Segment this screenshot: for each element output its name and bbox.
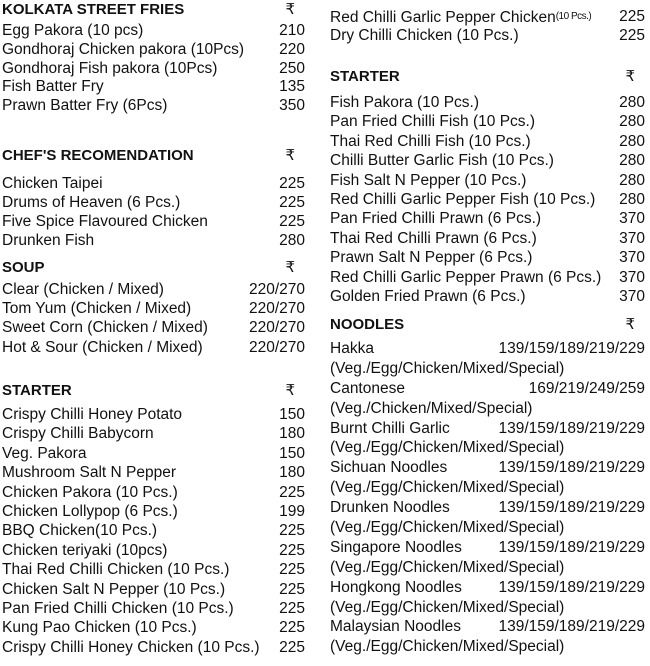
menu-item [2, 599, 305, 618]
item-price: 139/159/189/219/229 [498, 419, 645, 437]
menu-item [330, 617, 645, 637]
menu-item [2, 444, 305, 463]
item-name: Pan Fried Chilli Prawn (6 Pcs.) [330, 210, 542, 228]
item-variants: (Veg./Egg/Chicken/Mixed/Special) [330, 598, 565, 616]
item-name: Crispy Chilli Babycorn [2, 425, 154, 443]
section-continued [330, 7, 645, 46]
menu-item [2, 424, 305, 443]
item-name: Dry Chilli Chicken (10 Pcs.) [330, 27, 519, 45]
menu-item [330, 248, 645, 267]
item-price: 225 [279, 541, 305, 559]
item-price: 225 [619, 27, 645, 45]
item-price: 220/270 [248, 338, 305, 356]
item-price: 370 [619, 249, 645, 267]
section-noodles [330, 315, 645, 657]
item-price: 135 [279, 78, 305, 96]
item-name: Sichuan Noodles [330, 459, 448, 477]
section-title: SOUP [2, 259, 45, 276]
item-price: 225 [279, 580, 305, 598]
item-name: BBQ Chicken(10 Pcs.) [2, 522, 158, 540]
menu-item [330, 112, 645, 131]
item-price: 150 [279, 444, 305, 462]
item-price: 225 [279, 213, 305, 230]
item-name: Thai Red Chilli Prawn (6 Pcs.) [330, 229, 537, 247]
menu-item [330, 93, 645, 112]
item-name: Tom Yum (Chicken / Mixed) [2, 300, 192, 318]
menu-item [330, 26, 645, 45]
item-name: Cantonese [330, 379, 405, 397]
item-price: 280 [619, 190, 645, 208]
item-price: 220/270 [248, 300, 305, 318]
item-price: 225 [279, 619, 305, 637]
menu-item [330, 268, 645, 287]
rupee-icon: ₹ [625, 316, 635, 333]
menu-item [330, 458, 645, 478]
item-price: 139/159/189/219/229 [498, 459, 645, 477]
section-chefs-recommendation [2, 146, 305, 250]
item-name: Hot & Sour (Chicken / Mixed) [2, 338, 203, 356]
item-price: 225 [619, 8, 645, 25]
item-price: 150 [279, 406, 305, 423]
item-name: Fish Pakora (10 Pcs.) [330, 94, 480, 111]
item-name: Veg. Pakora [2, 444, 87, 462]
item-price: 169/219/249/259 [528, 379, 645, 397]
item-name: Golden Fried Prawn (6 Pcs.) [330, 287, 526, 305]
item-name: Hongkong Noodles [330, 578, 462, 596]
item-variants: (Veg./Egg/Chicken/Mixed/Special) [330, 359, 565, 377]
menu-item [330, 209, 645, 228]
item-price: 280 [279, 232, 305, 249]
menu-item [2, 299, 305, 318]
section-title: STARTER [330, 68, 400, 85]
menu-item [330, 287, 645, 306]
menu-item [2, 193, 305, 212]
menu-item [2, 560, 305, 579]
item-name: Clear (Chicken / Mixed) [2, 281, 164, 298]
menu-item [2, 212, 305, 231]
item-price: 180 [279, 464, 305, 482]
menu-item [2, 618, 305, 637]
menu-item [330, 578, 645, 598]
item-name: Chilli Butter Garlic Fish (10 Pcs.) [330, 152, 554, 170]
rupee-icon: ₹ [285, 259, 295, 276]
menu-item [330, 379, 645, 399]
item-name: Crispy Chilli Honey Potato [2, 406, 183, 423]
item-name: Malaysian Noodles [330, 618, 461, 636]
item-name: Chicken teriyaki (10pcs) [2, 541, 168, 559]
item-price: 139/159/189/219/229 [498, 499, 645, 517]
item-name: Gondhoraj Chicken pakora (10Pcs) [2, 40, 245, 58]
item-price: 220/270 [248, 281, 305, 298]
item-name: Prawn Salt N Pepper (6 Pcs.) [330, 249, 533, 267]
item-name: Fish Batter Fry [2, 78, 104, 96]
menu-item [330, 538, 645, 558]
menu-item [2, 97, 305, 116]
item-name: Chicken Taipei [2, 175, 103, 192]
item-price: 370 [619, 210, 645, 228]
item-name: Singapore Noodles [330, 538, 462, 556]
item-name: Fish Salt N Pepper (10 Pcs.) [330, 171, 527, 189]
item-name: Prawn Batter Fry (6Pcs) [2, 97, 168, 115]
menu-item [330, 132, 645, 151]
item-name: Sweet Corn (Chicken / Mixed) [2, 319, 208, 337]
item-price: 280 [619, 94, 645, 111]
item-price: 225 [279, 638, 305, 656]
item-price: 225 [279, 522, 305, 540]
menu-item [2, 521, 305, 540]
item-name: Drunken Fish [2, 232, 95, 249]
menu-item [330, 339, 645, 359]
item-price: 280 [619, 113, 645, 131]
menu-item [330, 190, 645, 209]
menu-item [2, 280, 305, 299]
section-title: CHEF'S RECOMENDATION [2, 147, 194, 164]
section-header [330, 315, 645, 335]
section-header [2, 381, 305, 401]
menu-item [2, 463, 305, 482]
item-name: Five Spice Flavoured Chicken [2, 213, 208, 230]
item-name: Red Chilli Garlic Pepper Fish (10 Pcs.) [330, 190, 596, 208]
section-header [2, 0, 305, 20]
item-name: Pan Fried Chilli Fish (10 Pcs.) [330, 113, 536, 131]
section-soup [2, 258, 305, 357]
item-name: Chicken Salt N Pepper (10 Pcs.) [2, 580, 226, 598]
item-price: 220/270 [248, 319, 305, 337]
menu-item [2, 502, 305, 521]
menu-item [2, 22, 305, 41]
menu-item [2, 541, 305, 560]
item-price: 250 [279, 59, 305, 77]
item-name: Kung Pao Chicken (10 Pcs.) [2, 619, 197, 637]
menu-item [330, 7, 645, 26]
item-price: 280 [619, 152, 645, 170]
section-kolkata-street-fries [2, 0, 305, 116]
item-variants: (Veg./Chicken/Mixed/Special) [330, 399, 533, 417]
menu-item [330, 498, 645, 518]
item-price: 220 [279, 40, 305, 58]
item-name: Egg Pakora (10 pcs) [2, 22, 144, 39]
item-name: Crispy Chilli Honey Chicken (10 Pcs.) [2, 638, 260, 656]
menu-item [330, 419, 645, 439]
item-price: 225 [279, 194, 305, 211]
section-header [2, 258, 305, 278]
menu-item [330, 151, 645, 170]
menu-item [2, 60, 305, 79]
item-variants: (Veg./Egg/Chicken/Mixed/Special) [330, 439, 565, 457]
menu-item [330, 229, 645, 248]
item-price: 370 [619, 229, 645, 247]
section-title: NOODLES [330, 316, 405, 333]
item-name: Red Chilli Garlic Pepper Chicken(10 Pcs.) [330, 9, 592, 26]
item-name: Drums of Heaven (6 Pcs.) [2, 194, 181, 211]
item-price: 180 [279, 425, 305, 443]
item-note: (10 Pcs.) [555, 11, 592, 22]
item-price: 139/159/189/219/229 [498, 578, 645, 596]
item-price: 370 [619, 268, 645, 286]
item-name: Chicken Pakora (10 Pcs.) [2, 483, 178, 501]
item-price: 139/159/189/219/229 [498, 340, 645, 357]
item-price: 225 [279, 483, 305, 501]
section-starter-right [330, 67, 645, 306]
item-price: 225 [279, 561, 305, 579]
item-price: 199 [279, 502, 305, 520]
menu-item [2, 78, 305, 97]
menu-item [2, 318, 305, 337]
item-price: 280 [619, 171, 645, 189]
item-price: 139/159/189/219/229 [498, 538, 645, 556]
rupee-icon: ₹ [625, 68, 635, 85]
rupee-icon: ₹ [285, 1, 295, 18]
item-price: 350 [279, 97, 305, 115]
item-price: 139/159/189/219/229 [498, 618, 645, 636]
rupee-icon: ₹ [285, 382, 295, 399]
section-title: KOLKATA STREET FRIES [2, 1, 185, 18]
menu-item [330, 171, 645, 190]
section-title: STARTER [2, 382, 72, 399]
menu-item [2, 580, 305, 599]
menu-item [2, 231, 305, 250]
item-name: Drunken Noodles [330, 499, 450, 517]
item-price: 225 [279, 175, 305, 192]
item-price: 280 [619, 132, 645, 150]
item-name: Gondhoraj Fish pakora (10Pcs) [2, 59, 218, 77]
item-name: Pan Fried Chilli Chicken (10 Pcs.) [2, 599, 234, 617]
rupee-icon: ₹ [285, 147, 295, 164]
section-header [2, 146, 305, 166]
item-name: Hakka [330, 340, 374, 357]
item-name: Burnt Chilli Garlic [330, 419, 450, 437]
item-name: Red Chilli Garlic Pepper Prawn (6 Pcs.) [330, 268, 602, 286]
item-variants: (Veg./Egg/Chicken/Mixed/Special) [330, 558, 565, 576]
item-name: Thai Red Chilli Chicken (10 Pcs.) [2, 561, 230, 579]
item-name: Thai Red Chilli Fish (10 Pcs.) [330, 132, 531, 150]
menu-item [2, 483, 305, 502]
menu-item [2, 638, 305, 657]
item-price: 210 [279, 22, 305, 39]
item-variants: (Veg./Egg/Chicken/Mixed/Special) [330, 519, 565, 537]
menu-item [2, 41, 305, 60]
item-name: Mushroom Salt N Pepper [2, 464, 177, 482]
section-starter-left [2, 381, 305, 657]
item-price: 225 [279, 599, 305, 617]
menu-item [2, 405, 305, 424]
item-variants: (Veg./Egg/Chicken/Mixed/Special) [330, 479, 565, 497]
item-name: Chicken Lollypop (6 Pcs.) [2, 502, 178, 520]
menu-item [2, 338, 305, 357]
item-price: 370 [619, 287, 645, 305]
menu-item [2, 174, 305, 193]
section-header [330, 67, 645, 87]
item-variants: (Veg./Egg/Chicken/Mixed/Special) [330, 638, 565, 656]
